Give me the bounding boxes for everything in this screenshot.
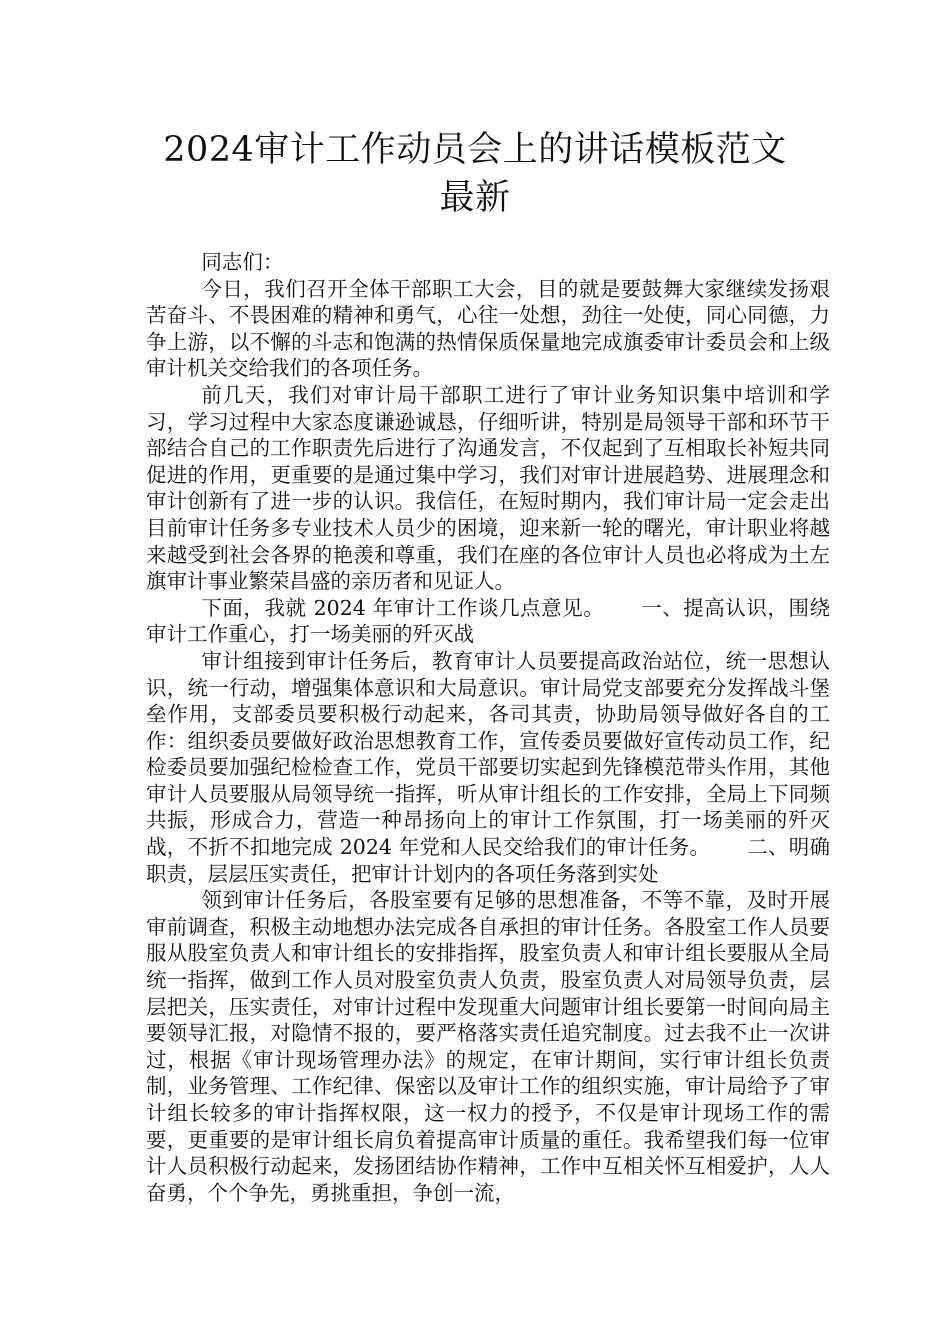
section-heading-1: 一、提高认识，围绕审计工作重心，打一场美丽的歼灭战 [146,595,831,647]
paragraph-section-1 [146,648,830,887]
document-body [146,249,830,1206]
section-heading-2: 二、明确职责，层层压实责任，把审计计划内的各项任务落到实处 [146,835,831,886]
paragraph-opening: 今日，我们召开全体干部职工大会，目的就是要鼓舞大家继续发扬艰苦奋斗、不畏困难的精神和勇气，心往一处想，劲往一处使，同心同德，力争上游，以不懈的斗志和饱满的热情保质保量地完成旗委审计委员会和上级审计机关交给我们的各项任务。 [146,276,830,381]
paragraph-training: 前几天，我们对审计局干部职工进行了审计业务知识集中培训和学习，学习过程中大家态度谦逊诚恳，仔细听讲，特别是局领导干部和环节干部结合自己的工作职责先后进行了沟通发言，不仅起到了互相取长补短共同促进的作用，更重要的是通过集中学习，我们对审计进展趋势、进展理念和审计创新有了进一步的认识。我信任，在短时期内，我们审计局一定会走出目前审计任务多专业技术人员少的困境，迎来新一轮的曙光，审计职业将越来越受到社会各界的艳羡和尊重，我们在座的各位审计人员也必将成为土左旗审计事业繁荣昌盛的亲历者和见证人。 [146,382,830,594]
document-title: 2024审计工作动员会上的讲话模板范文最新 [163,130,787,218]
paragraph-section-2: 领到审计任务后，各股室要有足够的思想准备，不等不靠，及时开展审前调查，积极主动地想办法完成各自承担的审计任务。各股室工作人员要服从股室负责人和审计组长的安排指挥，股室负责人和审计组长要服从全局统一指挥，做到工作人员对股室负责人负责，股室负责人对局领导负责，层层把关，压实责任，对审计过程中发现重大问题审计组长要第一时间向局主要领导汇报，对隐情不报的，要严格落实责任追究制度。过去我不止一次讲过，根据《审计现场管理办法》的规定，在审计期间，实行审计组长负责制，业务管理、工作纪律、保密以及审计工作的组织实施，审计局给予了审计组长较多的审计指挥权限，这一权力的授予，不仅是审计现场工作的需要，更重要的是审计组长肩负着提高审计质量的重任。我希望我们每一位审计人员积极行动起来，发扬团结协作精神，工作中互相关怀互相爱护，人人奋勇，个个争先，勇挑重担，争创一流， [146,888,830,1205]
salutation: 同志们： [201,250,284,274]
intro-line: 下面，我就 2024 年审计工作谈几点意见。 [201,595,605,620]
paragraph-intro [146,595,830,648]
section-1-text: 审计组接到审计任务后，教育审计人员要提高政治站位，统一思想认识，统一行动，增强集体意识和大局意识。审计局党支部要充分发挥战斗堡垒作用，支部委员要积极行动起来，各司其责，协助局领导做好各自的工作：组织委员要做好政治思想教育工作，宣传委员要做好宣传动员工作，纪检委员要加强纪检检查工作，党员干部要切实起到先锋模范带头作用，其他审计人员要服从局领导统一指挥，听从审计组长的工作安排，全局上下同频共振，形成合力，营造一种昂扬向上的审计工作氛围，打一场美丽的歼灭战，不折不扣地完成 2024 年党和人民交给我们的审计任务。 [146,648,830,860]
